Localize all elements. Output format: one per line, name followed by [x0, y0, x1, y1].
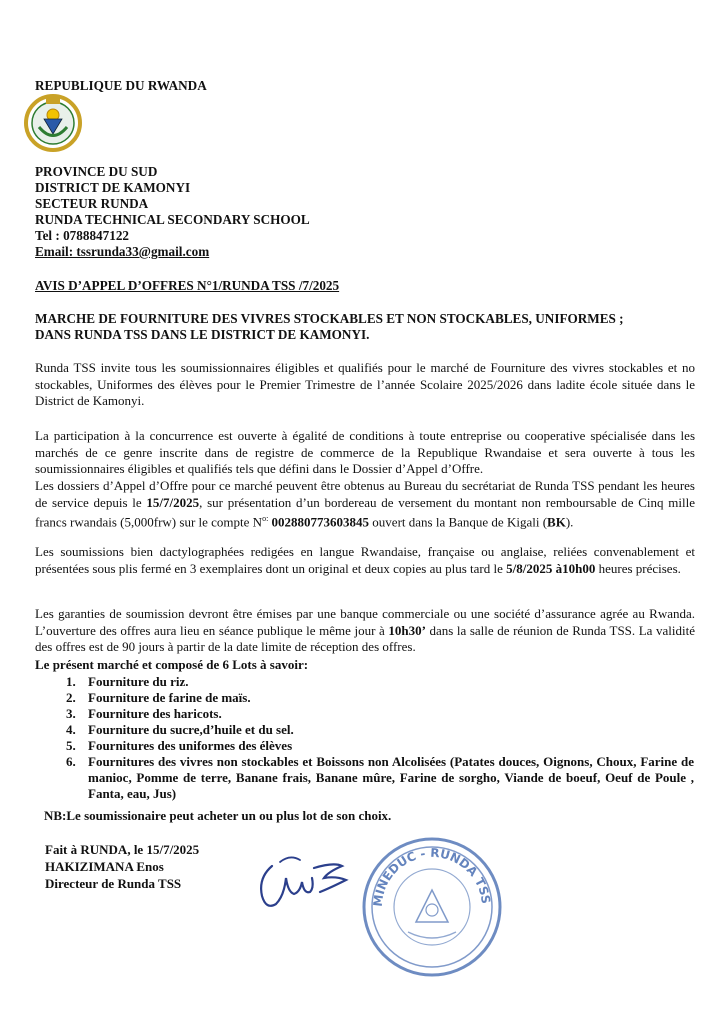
lots-intro: Le présent marché et composé de 6 Lots à savoir: — [35, 657, 309, 672]
documents-text-a: Les dossiers d’Appel d’Offre pour ce marché peuvent être obtenus au Bureau du secrétariat de Runda TSS pendant les heures de service depuis le — [35, 478, 695, 510]
header-phone: Tel : 0788847122 — [35, 228, 130, 243]
guarantees-time: 10h30’ — [388, 622, 426, 638]
list-item — [66, 706, 694, 722]
signature-place-date: Fait à RUNDA, le 15/7/2025 — [45, 842, 200, 857]
guarantees-text-b: dans la salle de réunion de Runda TSS. La validité des offres est de 90 jours à partir de la date limite de réception des offres. — [35, 622, 696, 654]
header-email: Email: tssrunda33@gmail.com — [35, 244, 210, 259]
list-item — [66, 690, 694, 706]
lot-number: 2. — [66, 690, 76, 705]
stamp-text: MINEDUC - RUNDA TSS — [370, 845, 493, 908]
handwritten-signature — [250, 848, 360, 918]
submissions-text-b: heures précises. — [595, 560, 681, 576]
signature-name: HAKIZIMANA Enos — [45, 859, 164, 874]
official-stamp — [358, 832, 506, 982]
list-item — [66, 754, 694, 802]
documents-bank: BK — [547, 514, 566, 530]
list-item — [66, 674, 694, 690]
subject-line-2: DANS RUNDA TSS DANS LE DISTRICT DE KAMONYI. — [35, 327, 370, 342]
documents-text-b: , sur présentation d’un bordereau de versement du montant non remboursable de Cinq mille francs rwandais (5,000frw) sur le compte N — [35, 494, 695, 530]
rwanda-emblem-icon — [22, 92, 84, 154]
header-school: RUNDA TECHNICAL SECONDARY SCHOOL — [35, 212, 310, 227]
list-item — [66, 738, 694, 754]
submissions-deadline: 5/8/2025 à10h00 — [506, 560, 596, 576]
lot-number: 5. — [66, 738, 76, 753]
paragraph-documents — [35, 478, 695, 531]
paragraph-submissions — [35, 544, 695, 577]
lot-text: Fourniture du riz. — [88, 674, 189, 689]
lot-text: Fourniture des haricots. — [88, 706, 222, 721]
notice-title: AVIS D’APPEL D’OFFRES N°1/RUNDA TSS /7/2025 — [35, 278, 340, 293]
paragraph-participation: La participation à la concurrence est ouverte à égalité de conditions à toute entreprise ou cooperative spécialisée dans les marchés de ce genre inscrite dans de registre de commerce de la Republique Rwandaise et sera ouverte à tous les soumissionnaires éligibles et qualifiés tels que défini dans le Dossier d’Appel d’Offre. — [35, 428, 695, 476]
lot-number: 6. — [66, 754, 76, 769]
documents-text-d: ). — [565, 514, 574, 530]
documents-sup: o: — [262, 514, 269, 523]
guarantees-text-a: Les garanties de soumission devront être émises par une banque commerciale ou une société d’assurance agrée au Rwanda. L’ouverture des offres aura lieu en séance publique le même jour à — [35, 606, 695, 638]
documents-date: 15/7/2025 — [146, 494, 200, 510]
documents-text-c: ouvert dans la Banque de Kigali ( — [369, 514, 548, 530]
list-item — [66, 722, 694, 738]
lot-text: Fournitures des uniformes des élèves — [88, 738, 293, 753]
lot-number: 4. — [66, 722, 76, 737]
lot-number: 3. — [66, 706, 76, 721]
header-republic: REPUBLIQUE DU RWANDA — [35, 78, 207, 93]
header-district: DISTRICT DE KAMONYI — [35, 180, 191, 195]
lots-list — [66, 674, 694, 802]
subject-line-1: MARCHE DE FOURNITURE DES VIVRES STOCKABLES ET NON STOCKABLES, UNIFORMES ; — [35, 311, 624, 326]
header-sector: SECTEUR RUNDA — [35, 196, 149, 211]
nb-note: NB:Le soumissionaire peut acheter un ou plus lot de son choix. — [44, 808, 392, 823]
paragraph-invitation: Runda TSS invite tous les soumissionnaires éligibles et qualifiés pour le marché de Fourniture des vivres stockables et no stockables, Uniformes des élèves pour le Premier Trimestre de l’année Scolaire 2025/2026 dans ladite école située dans le District de Kamonyi. — [35, 360, 695, 408]
lot-text: Fourniture du sucre,d’huile et du sel. — [88, 722, 294, 737]
lot-text: Fourniture de farine de maïs. — [88, 690, 251, 705]
submissions-text-a: Les soumissions bien dactylographées redigées en langue Rwandaise, française ou anglaise, reliées convenablement et présentées sous plis fermé en 3 exemplaires dont un original et deux copies au plus tard le — [35, 544, 695, 576]
documents-account: 002880773603845 — [268, 514, 370, 530]
signature-title: Directeur de Runda TSS — [45, 876, 182, 891]
lot-number: 1. — [66, 674, 76, 689]
lot-text: Fournitures des vivres non stockables et Boissons non Alcolisées (Patates douces, Oignons, Choux, Farine de manioc, Pomme de terre, Banane frais, Banane mûre, Farine de sorgho, Viande de boeuf, Oeuf de Poule , Fanta, eau, Jus) — [88, 754, 694, 801]
paragraph-guarantees — [35, 606, 695, 656]
header-province: PROVINCE DU SUD — [35, 164, 158, 179]
